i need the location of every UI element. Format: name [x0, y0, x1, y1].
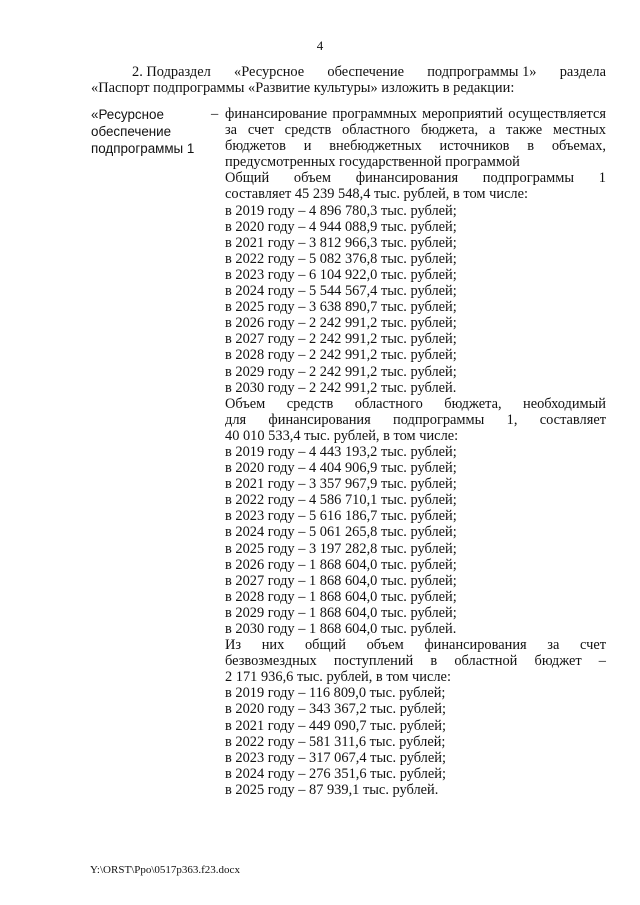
intro-line-1: [91, 64, 606, 80]
year-amount: в 2026 году – 1 868 604,0 тыс. рублей;: [225, 556, 457, 573]
passport-row-label: [91, 106, 211, 158]
year-amount: в 2024 году – 5 544 567,4 тыс. рублей;: [225, 283, 457, 300]
year-amount: в 2022 году – 4 586 710,1 тыс. рублей;: [225, 492, 457, 509]
total-years-list: [225, 203, 606, 396]
year-amount: в 2019 году – 4 443 193,2 тыс. рублей;: [225, 443, 457, 460]
content-line: за счет средств областного бюджета, а также местных: [225, 122, 606, 139]
intro-word: 2. Подраздел: [132, 64, 211, 80]
document-file-path: Y:\ORST\Ppo\0517p363.f23.docx: [90, 864, 240, 876]
free-receipts-line: Из них общий объем финансирования за счет: [225, 637, 606, 654]
label-line: подпрограммы 1: [91, 141, 195, 157]
year-amount: в 2028 году – 1 868 604,0 тыс. рублей;: [225, 588, 457, 605]
year-amount: в 2025 году – 87 939,1 тыс. рублей.: [225, 781, 439, 798]
free-receipts-line: 2 171 936,6 тыс. рублей, в том числе:: [225, 669, 451, 686]
intro-word: раздела: [559, 64, 606, 80]
total-financing-line: Общий объем финансирования подпрограммы 1: [225, 170, 606, 187]
label-line: обеспечение: [91, 124, 172, 140]
year-amount: в 2029 году – 1 868 604,0 тыс. рублей;: [225, 604, 457, 621]
year-amount: в 2021 году – 3 357 967,9 тыс. рублей;: [225, 476, 457, 493]
year-amount: в 2030 году – 2 242 991,2 тыс. рублей.: [225, 379, 457, 396]
year-amount: в 2024 году – 5 061 265,8 тыс. рублей;: [225, 524, 457, 541]
regional-budget-line: для финансирования подпрограммы 1, составляет: [225, 411, 606, 428]
year-amount: в 2029 году – 2 242 991,2 тыс. рублей;: [225, 363, 457, 380]
intro-line-2: «Паспорт подпрограммы «Развитие культуры» изложить в редакции:: [91, 80, 515, 96]
year-amount: в 2028 году – 2 242 991,2 тыс. рублей;: [225, 347, 457, 364]
year-amount: в 2019 году – 4 896 780,3 тыс. рублей;: [225, 202, 457, 219]
year-amount: в 2022 году – 581 311,6 тыс. рублей;: [225, 733, 446, 750]
regional-years-list: [225, 444, 606, 637]
year-amount: в 2026 году – 2 242 991,2 тыс. рублей;: [225, 315, 457, 332]
year-amount: в 2022 году – 5 082 376,8 тыс. рублей;: [225, 250, 457, 267]
intro-paragraph: [91, 64, 606, 96]
year-amount: в 2024 году – 276 351,6 тыс. рублей;: [225, 765, 446, 782]
year-amount: в 2023 году – 5 616 186,7 тыс. рублей;: [225, 508, 457, 525]
year-amount: в 2023 году – 317 067,4 тыс. рублей;: [225, 749, 446, 766]
regional-budget-line: Объем средств областного бюджета, необходимый: [225, 395, 606, 412]
total-financing-line: составляет 45 239 548,4 тыс. рублей, в том числе:: [225, 186, 528, 203]
free-receipts-line: безвозмездных поступлений в областной бюджет –: [225, 653, 606, 670]
year-amount: в 2020 году – 4 944 088,9 тыс. рублей;: [225, 218, 457, 235]
intro-word: обеспечение: [327, 64, 405, 80]
content-line: финансирование программных мероприятий осуществляется: [225, 106, 606, 122]
label-dash: –: [211, 106, 219, 122]
year-amount: в 2025 году – 3 638 890,7 тыс. рублей;: [225, 299, 457, 316]
year-amount: в 2020 году – 4 404 906,9 тыс. рублей;: [225, 460, 457, 477]
year-amount: в 2030 году – 1 868 604,0 тыс. рублей.: [225, 621, 457, 637]
year-amount: в 2019 году – 116 809,0 тыс. рублей;: [225, 685, 446, 702]
year-amount: в 2025 году – 3 197 282,8 тыс. рублей;: [225, 540, 457, 557]
page-number: 4: [316, 38, 324, 53]
passport-row-content: [225, 106, 606, 798]
year-amount: в 2021 году – 449 090,7 тыс. рублей;: [225, 717, 446, 734]
free-receipts-years-list: [225, 685, 606, 798]
year-amount: в 2023 году – 6 104 922,0 тыс. рублей;: [225, 266, 457, 283]
year-amount: в 2027 году – 1 868 604,0 тыс. рублей;: [225, 572, 457, 589]
intro-word: подпрограммы 1»: [427, 64, 537, 80]
label-line: «Ресурсное: [91, 107, 164, 122]
content-line: предусмотренных государственной программой: [225, 154, 520, 171]
content-line: бюджетов и внебюджетных источников в объемах,: [225, 138, 606, 155]
year-amount: в 2021 году – 3 812 966,3 тыс. рублей;: [225, 234, 457, 251]
regional-budget-line: 40 010 533,4 тыс. рублей, в том числе:: [225, 427, 459, 444]
year-amount: в 2020 году – 343 367,2 тыс. рублей;: [225, 701, 446, 718]
intro-word: «Ресурсное: [234, 64, 305, 80]
year-amount: в 2027 году – 2 242 991,2 тыс. рублей;: [225, 331, 457, 348]
